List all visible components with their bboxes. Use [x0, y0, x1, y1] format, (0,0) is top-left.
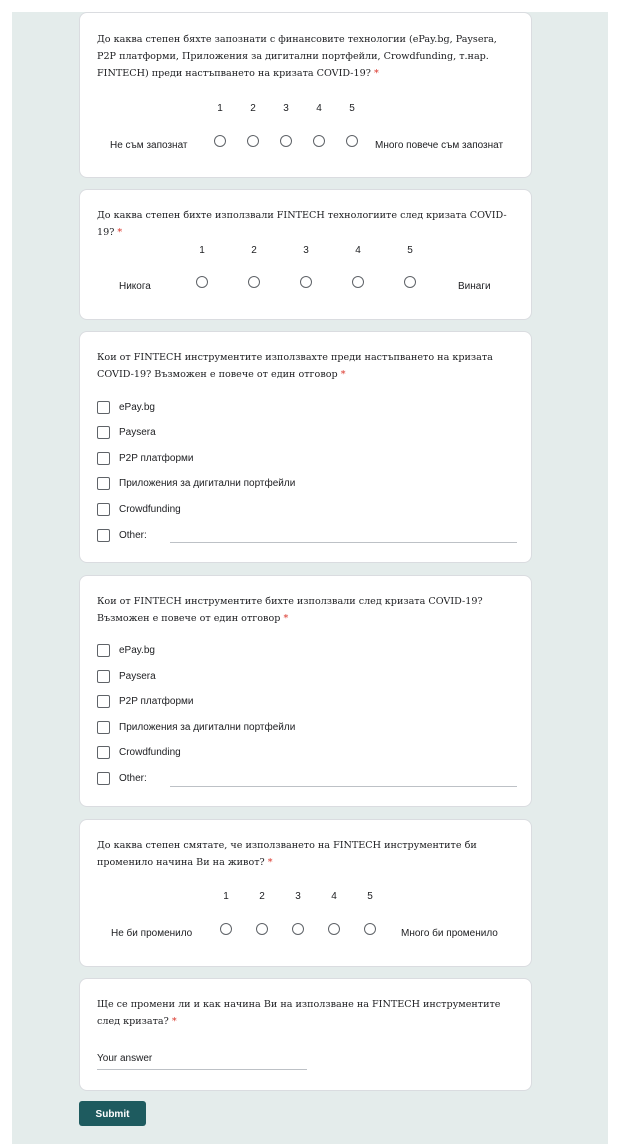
scale-number: 3: [295, 891, 301, 902]
scale-max-label: Много повече съм запознат: [375, 140, 504, 151]
question-title: Ще се промени ли и как начина Ви на използване на FINTECH инструментите след кризата? *: [97, 999, 501, 1027]
scale-max-label: Много би променило: [401, 928, 498, 939]
scale-number: 2: [250, 103, 256, 114]
option-label: P2P платформи: [119, 453, 194, 464]
scale-number: 5: [349, 103, 355, 114]
radio-option-5[interactable]: [364, 923, 376, 935]
checkbox[interactable]: [97, 695, 110, 708]
radio-option-1[interactable]: [214, 135, 226, 147]
scale-number: 5: [407, 245, 413, 256]
checkbox[interactable]: [97, 772, 110, 785]
checkbox[interactable]: [97, 644, 110, 657]
radio-option-5[interactable]: [346, 135, 358, 147]
option-label: P2P платформи: [119, 696, 194, 707]
radio-option-3[interactable]: [292, 923, 304, 935]
scale-number: 4: [355, 245, 361, 256]
required-asterisk: *: [171, 1016, 177, 1027]
answer-underline: [97, 1069, 307, 1070]
radio-option-2[interactable]: [247, 135, 259, 147]
checkbox[interactable]: [97, 670, 110, 683]
question-card-6: [79, 978, 532, 1091]
option-label: Other:: [119, 773, 147, 784]
checkbox[interactable]: [97, 503, 110, 516]
checkbox[interactable]: [97, 529, 110, 542]
scale-number: 3: [303, 245, 309, 256]
question-card-5: [79, 819, 532, 967]
required-asterisk: *: [283, 613, 289, 624]
other-text-input[interactable]: [170, 786, 517, 787]
required-asterisk: *: [340, 369, 346, 380]
question-card-2: [79, 189, 532, 320]
radio-option-3[interactable]: [280, 135, 292, 147]
checkbox[interactable]: [97, 721, 110, 734]
option-label: Paysera: [119, 671, 156, 682]
question-card-4: [79, 575, 532, 807]
scale-number: 2: [251, 245, 257, 256]
scale-number: 3: [283, 103, 289, 114]
radio-option-4[interactable]: [313, 135, 325, 147]
question-title: До каква степен бяхте запознати с финансовите технологии (ePay.bg, Paysera, P2P платформи, Приложения за дигитални портфейли, Crowdfunding, т.нар. FINTECH) преди настъпването на кризата COVID-19? *: [97, 34, 497, 79]
scale-min-label: Не би променило: [111, 928, 193, 939]
required-asterisk: *: [117, 227, 123, 238]
radio-option-1[interactable]: [220, 923, 232, 935]
question-title: Кои от FINTECH инструментите използвахте преди настъпването на кризата COVID-19? Възможен е повече от един отговор *: [97, 352, 493, 380]
radio-option-5[interactable]: [404, 276, 416, 288]
checkbox[interactable]: [97, 477, 110, 490]
scale-max-label: Винаги: [458, 281, 491, 292]
other-text-input[interactable]: [170, 542, 517, 543]
checkbox[interactable]: [97, 746, 110, 759]
question-card-1: [79, 12, 532, 178]
answer-input[interactable]: Your answer: [97, 1053, 153, 1064]
option-label: Приложения за дигитални портфейли: [119, 478, 296, 489]
checkbox[interactable]: [97, 401, 110, 414]
option-label: Приложения за дигитални портфейли: [119, 722, 296, 733]
radio-option-3[interactable]: [300, 276, 312, 288]
required-asterisk: *: [267, 857, 273, 868]
option-label: Paysera: [119, 427, 156, 438]
option-label: Crowdfunding: [119, 504, 181, 515]
scale-number: 4: [331, 891, 337, 902]
scale-number: 1: [199, 245, 205, 256]
option-label: Other:: [119, 530, 147, 541]
option-label: ePay.bg: [119, 402, 155, 413]
scale-number: 1: [217, 103, 223, 114]
checkbox[interactable]: [97, 426, 110, 439]
radio-option-2[interactable]: [256, 923, 268, 935]
required-asterisk: *: [373, 68, 379, 79]
scale-number: 5: [367, 891, 373, 902]
radio-option-2[interactable]: [248, 276, 260, 288]
question-card-3: [79, 331, 532, 563]
option-label: ePay.bg: [119, 645, 155, 656]
scale-min-label: Никога: [119, 281, 151, 292]
scale-number: 4: [316, 103, 322, 114]
scale-min-label: Не съм запознат: [110, 140, 188, 151]
question-title: Кои от FINTECH инструментите бихте използвали след кризата COVID-19? Възможен е повече от един отговор *: [97, 596, 483, 624]
radio-option-4[interactable]: [328, 923, 340, 935]
scale-number: 1: [223, 891, 229, 902]
checkbox[interactable]: [97, 452, 110, 465]
radio-option-1[interactable]: [196, 276, 208, 288]
radio-option-4[interactable]: [352, 276, 364, 288]
submit-button[interactable]: Submit: [79, 1101, 146, 1126]
scale-number: 2: [259, 891, 265, 902]
option-label: Crowdfunding: [119, 747, 181, 758]
question-title: До каква степен бихте използвали FINTECH технологиите след кризата COVID-19? *: [97, 210, 507, 238]
question-title: До каква степен смятате, че използването на FINTECH инструментите би променило начина Ви на живот? *: [97, 840, 477, 868]
